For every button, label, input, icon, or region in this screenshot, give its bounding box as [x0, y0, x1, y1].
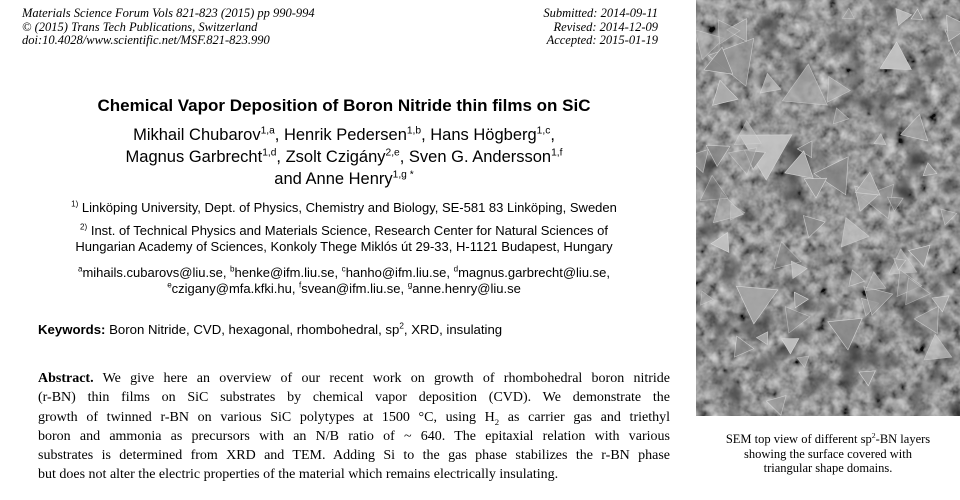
- sem-figure: [696, 0, 960, 500]
- author-name: Mikhail Chubarov: [133, 126, 261, 144]
- email-address[interactable]: mihails.cubarovs@liu.se: [82, 265, 223, 280]
- affiliation-2: [0, 223, 688, 255]
- author-line: [0, 124, 688, 146]
- keywords-line: [38, 322, 668, 337]
- author-separator: ,: [276, 148, 286, 166]
- affiliation-text: Linköping University, Dept. of Physics, Chemistry and Biology, SE-581 83 Linköping, Sweden: [81, 200, 617, 215]
- revised-date: Revised: 2014-12-09: [553, 19, 658, 34]
- email-separator: ,: [334, 265, 342, 280]
- caption-text: SEM top view of different sp: [725, 432, 872, 446]
- abstract-line: but does not alter the electric properties of the material which remains electrically insulating.: [38, 467, 559, 483]
- email-separator: ,: [446, 265, 454, 280]
- affiliation-mark: 2): [80, 222, 88, 232]
- abstract-line: boron and ammonia as precursors with an N/B ratio of ~ 640. The epitaxial relation with various: [38, 428, 670, 444]
- abstract-line: [38, 408, 670, 427]
- abstract: [38, 369, 670, 485]
- email-mark: c: [341, 264, 346, 274]
- affiliation-1: [0, 200, 688, 216]
- dates-header: [543, 7, 658, 48]
- email-address[interactable]: czigany@mfa.kfki.hu: [171, 281, 292, 296]
- abstract-text: as carrier gas and triethyl: [499, 409, 670, 425]
- email-separator: ,: [400, 281, 408, 296]
- doi-text[interactable]: doi:10.4028/www.scientific.net/MSF.821-823.990: [22, 33, 270, 47]
- accepted-date: Accepted: 2015-01-19: [546, 33, 658, 47]
- email-mark: d: [453, 264, 459, 274]
- email-mark: f: [299, 280, 302, 290]
- email-separator: ,: [606, 265, 611, 280]
- author-conjunction: and: [274, 170, 306, 188]
- author-separator: ,: [399, 148, 409, 166]
- sem-micrograph-graphic: [696, 0, 960, 416]
- email-address[interactable]: hanho@ifm.liu.se: [345, 265, 447, 280]
- abstract-line: substrates is determined from XRD and TEM. Adding Si to the gas phase stabilizes the r-BN phase: [38, 448, 670, 464]
- author-affiliation-mark: 1,d: [262, 147, 277, 159]
- caption-text: showing the surface covered with: [744, 446, 912, 461]
- keywords-text: Boron Nitride, CVD, hexagonal, rhombohedral, sp: [105, 322, 400, 337]
- journal-citation: Materials Science Forum Vols 821-823 (2015) pp 990-994: [22, 6, 315, 20]
- email-address[interactable]: magnus.garbrecht@liu.se: [458, 265, 607, 280]
- paper-title: Chemical Vapor Deposition of Boron Nitride thin films on SiC: [97, 96, 591, 115]
- abstract-line: [38, 369, 670, 388]
- abstract-text: growth of twinned r-BN on various SiC polytypes at 1500 °C, using H: [38, 409, 495, 425]
- affiliation-text: Inst. of Technical Physics and Materials Science, Research Center for Natural Sciences of: [90, 223, 608, 238]
- abstract-line: (r-BN) thin films on SiC substrates by chemical vapor deposition (CVD). We demonstrate the: [38, 390, 670, 406]
- author-name: Zsolt Czigány: [285, 148, 386, 166]
- author-name: Magnus Garbrecht: [125, 148, 263, 166]
- keywords-label: Keywords:: [38, 322, 106, 337]
- affiliation-mark: 1): [71, 199, 79, 209]
- email-mark: b: [230, 264, 235, 274]
- email-mark: g: [407, 280, 413, 290]
- affiliation-text: Hungarian Academy of Sciences, Konkoly Thege Miklós út 29-33, H-1121 Budapest, Hungary: [75, 239, 613, 254]
- author-affiliation-mark: 1,c: [536, 125, 551, 137]
- caption-superscript: 2: [871, 430, 876, 440]
- email-separator: ,: [222, 265, 231, 280]
- journal-header: [22, 7, 315, 48]
- email-mark: a: [77, 264, 83, 274]
- keywords-text-end: , XRD, insulating: [403, 322, 503, 337]
- author-separator: ,: [550, 126, 555, 144]
- author-affiliation-mark: 1,g *: [392, 169, 414, 181]
- author-affiliation-mark: 2,e: [385, 147, 400, 159]
- email-list: [0, 265, 688, 297]
- email-address[interactable]: henke@ifm.liu.se: [234, 265, 335, 280]
- email-separator: ,: [291, 281, 300, 296]
- author-line: [0, 168, 688, 190]
- caption-text: triangular shape domains.: [763, 461, 893, 475]
- author-name: Sven G. Andersson: [408, 148, 552, 166]
- sem-image: [696, 0, 960, 416]
- caption-text: -BN layers: [875, 432, 931, 446]
- author-affiliation-mark: 1,b: [406, 125, 422, 137]
- author-line: [0, 146, 688, 168]
- submitted-date: Submitted: 2014-09-11: [543, 6, 658, 20]
- email-mark: e: [167, 280, 172, 290]
- author-name: Anne Henry: [305, 170, 393, 188]
- copyright-notice: © (2015) Trans Tech Publications, Switzerland: [22, 19, 258, 34]
- abstract-subscript: 2: [494, 416, 500, 427]
- email-address[interactable]: anne.henry@liu.se: [412, 281, 521, 296]
- author-name: Hans Högberg: [430, 126, 537, 144]
- email-address[interactable]: svean@ifm.liu.se: [301, 281, 401, 296]
- abstract-label: Abstract.: [38, 371, 94, 386]
- keywords-superscript: 2: [399, 321, 404, 331]
- abstract-text: We give here an overview of our recent work on growth of rhombohedral boron nitride: [93, 371, 670, 386]
- author-separator: ,: [421, 126, 431, 144]
- author-affiliation-mark: 1,f: [551, 147, 563, 159]
- author-name: Henrik Pedersen: [283, 126, 407, 144]
- author-affiliation-mark: 1,a: [260, 125, 275, 137]
- author-separator: ,: [274, 126, 284, 144]
- author-list: [0, 124, 688, 190]
- figure-caption: [696, 432, 960, 476]
